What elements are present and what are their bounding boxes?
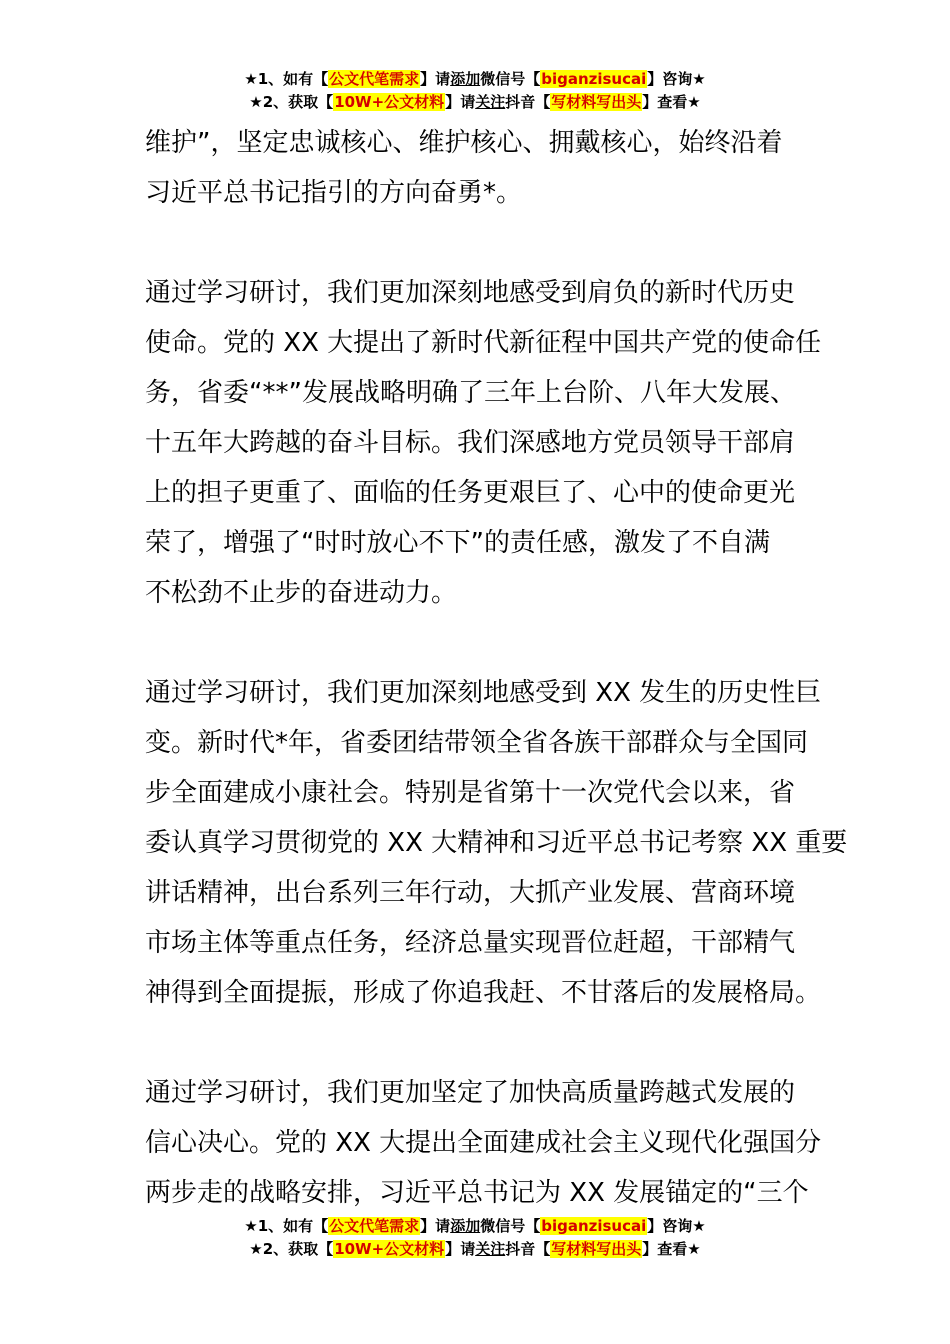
paragraph-2 [145, 268, 822, 618]
text-line: 市场主体等重点任务，经济总量实现晋位赶超，干部精气 [145, 928, 796, 958]
promo-text: 】查看★ [642, 93, 701, 111]
paragraph-4 [145, 1068, 822, 1218]
wechat-id-highlight: biganzisucai [541, 1217, 647, 1235]
promo-underlined: 添加 [450, 1217, 481, 1235]
text-line: 习近平总书记指引的方向奋勇*。 [145, 178, 523, 208]
promo-highlight: 公文代笔需求 [329, 1217, 420, 1235]
header-promo-banner [0, 68, 950, 114]
text-line: 上的担子更重了、面临的任务更艰巨了、心中的使命更光 [145, 478, 796, 508]
promo-underlined: 添加 [450, 70, 481, 88]
text-line: 讲话精神，出台系列三年行动，大抓产业发展、营商环境 [145, 878, 796, 908]
text-line: 通过学习研讨，我们更加坚定了加快高质量跨越式发展的 [145, 1078, 796, 1108]
promo-text: 】请 [420, 1217, 451, 1235]
text-line: 委认真学习贯彻党的 XX 大精神和习近平总书记考察 XX 重要 [145, 828, 848, 858]
text-line: 两步走的战略安排，习近平总书记为 XX 发展锚定的“三个 [145, 1178, 809, 1208]
promo-line-2 [0, 1238, 950, 1261]
promo-text: 】请 [445, 1240, 476, 1258]
promo-text: 微信号【 [480, 1217, 541, 1235]
text-line: 十五年大跨越的奋斗目标。我们深感地方党员领导干部肩 [145, 428, 796, 458]
promo-text: 】请 [420, 70, 451, 88]
promo-highlight: 10W+公文材料 [334, 1240, 445, 1258]
text-line: 荣了，增强了“时时放心不下”的责任感，激发了不自满 [145, 528, 770, 558]
paragraph-1 [145, 118, 810, 218]
promo-line-1 [0, 1215, 950, 1238]
text-line: 使命。党的 XX 大提出了新时代新征程中国共产党的使命任 [145, 328, 822, 358]
douyin-id-highlight: 写材料写出头 [551, 93, 642, 111]
promo-text: 】咨询★ [647, 1217, 706, 1235]
promo-text: ★1、如有【 [244, 1217, 329, 1235]
promo-text: 】查看★ [642, 1240, 701, 1258]
text-line: 步全面建成小康社会。特别是省第十一次党代会以来，省 [145, 778, 796, 808]
promo-underlined: 关注 [475, 1240, 506, 1258]
text-line: 变。新时代*年，省委团结带领全省各族干部群众与全国同 [145, 728, 809, 758]
text-line: 通过学习研讨，我们更加深刻地感受到肩负的新时代历史 [145, 278, 796, 308]
text-line: 务，省委“**”发展战略明确了三年上台阶、八年大发展、 [145, 378, 796, 408]
text-line: 不松劲不止步的奋进动力。 [145, 578, 458, 608]
promo-text: 微信号【 [480, 70, 541, 88]
document-body [145, 118, 848, 1218]
promo-underlined: 关注 [475, 93, 506, 111]
promo-line-2 [0, 91, 950, 114]
promo-text: 】咨询★ [647, 70, 706, 88]
wechat-id-highlight: biganzisucai [541, 70, 647, 88]
promo-text: 抖音【 [505, 1240, 551, 1258]
promo-text: ★1、如有【 [244, 70, 329, 88]
text-line: 神得到全面提振，形成了你追我赶、不甘落后的发展格局。 [145, 978, 822, 1008]
footer-promo-banner [0, 1215, 950, 1261]
douyin-id-highlight: 写材料写出头 [551, 1240, 642, 1258]
promo-text: ★2、获取【 [249, 1240, 334, 1258]
text-line: 通过学习研讨，我们更加深刻地感受到 XX 发生的历史性巨 [145, 678, 822, 708]
text-line: 维护”，坚定忠诚核心、维护核心、拥戴核心，始终沿着 [145, 128, 783, 158]
text-line: 信心决心。党的 XX 大提出全面建成社会主义现代化强国分 [145, 1128, 822, 1158]
paragraph-3 [145, 668, 848, 1018]
promo-line-1 [0, 68, 950, 91]
promo-highlight: 10W+公文材料 [334, 93, 445, 111]
promo-text: 抖音【 [505, 93, 551, 111]
promo-highlight: 公文代笔需求 [329, 70, 420, 88]
promo-text: ★2、获取【 [249, 93, 334, 111]
promo-text: 】请 [445, 93, 476, 111]
